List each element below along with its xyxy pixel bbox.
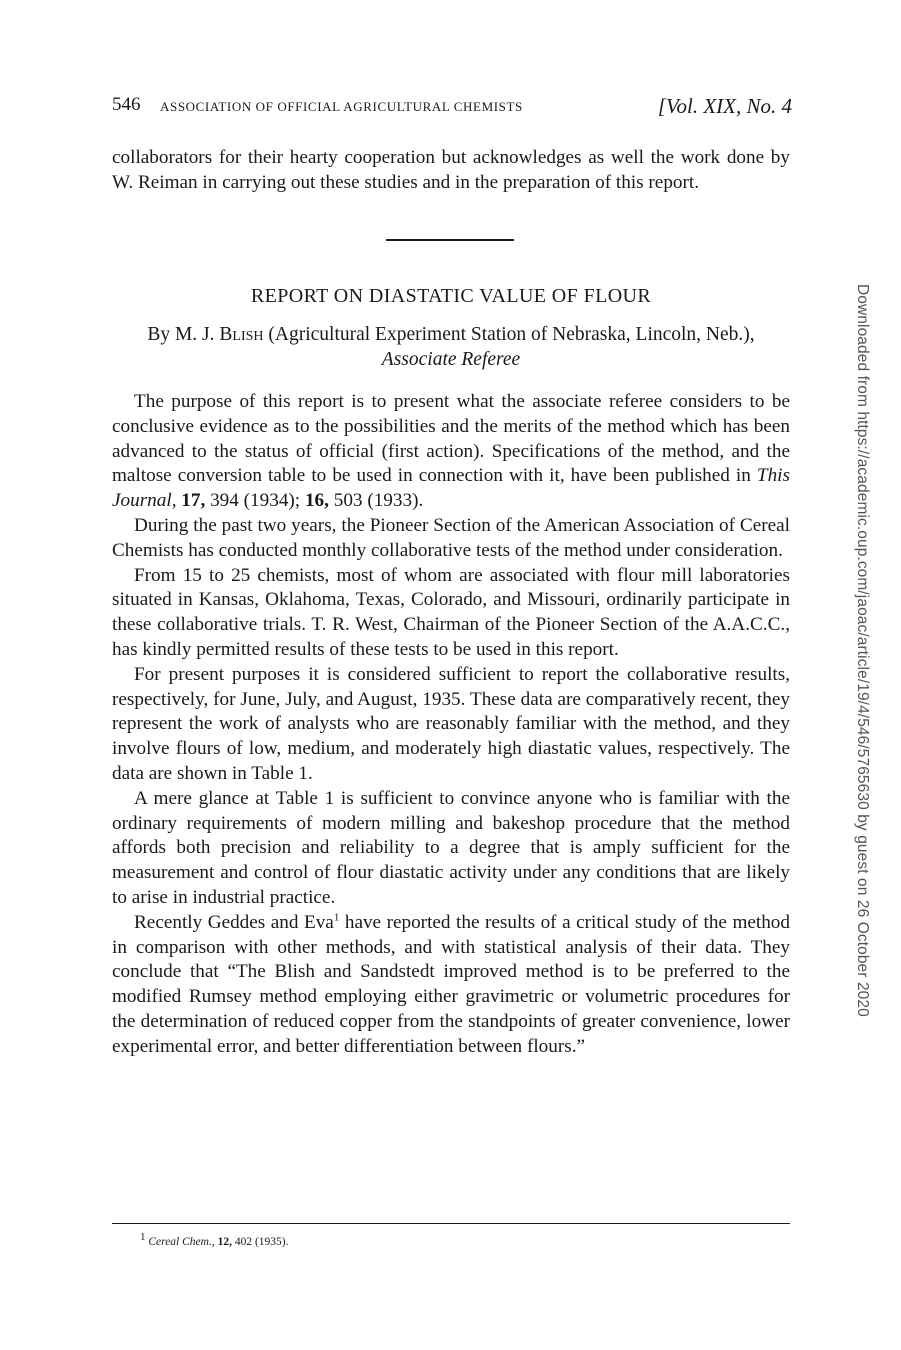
paragraph-1 (112, 390, 790, 514)
volume-issue: [Vol. XIX, No. 4 (657, 94, 792, 118)
footnote-number: 1 (140, 1231, 146, 1244)
p1-end: 503 (1933). (328, 490, 424, 512)
p6-text-a: Recently Geddes and Eva (134, 911, 334, 933)
continuation-paragraph (112, 146, 790, 196)
p1-volume-1: 17, (181, 490, 206, 512)
article-title: REPORT ON DIASTATIC VALUE OF FLOUR (250, 285, 652, 307)
continuation-text: collaborators for their hearty cooperation but acknowledges as well the work done by W. Reiman in carrying out these studies and in the preparation of this report. (112, 147, 790, 193)
download-watermark (849, 284, 871, 1064)
p6-text-b: have reported the results of a critical study of the method in comparison with other methods, and with statistical analysis of their data. They conclude that “The Blish and Sandstedt improved method is to be preferred to the modified Rumsey method employing either gravimetric or volumetric procedures for the determination of reduced copper from the standpoints of greater convenience, lower experimental error, and better differentiation between flours.” (112, 911, 790, 1057)
p1-journal-ref: This Journal, (112, 465, 790, 512)
paragraph-5: A mere glance at Table 1 is sufficient to convince anyone who is familiar with the ordinary requirements of modern milling and bakeshop procedure that the method affords both precision and reliability to a degree that is amply sufficient for the measurement and control of flour diastatic activity under any conditions that are likely to arise in industrial practice. (112, 787, 790, 908)
paragraph-2: During the past two years, the Pioneer Section of the American Association of Cereal Chemists has conducted monthly collaborative tests of the method under consideration. (112, 514, 790, 561)
page-number: 546 (112, 94, 141, 115)
footnote-rule (112, 1223, 790, 1224)
paragraph-3: From 15 to 25 chemists, most of whom are associated with flour mill laboratories situated in Kansas, Oklahoma, Texas, Colorado, and Missouri, ordinarily participate in these collaborative trials. T. R. West, Chairman of the Pioneer Section of the A.A.C.C., has kindly permitted results of these tests to be used in this report. (112, 564, 790, 660)
author-surname: Blish (219, 324, 264, 345)
journal-name: ASSOCIATION OF OFFICIAL AGRICULTURAL CHEMISTS (160, 99, 523, 114)
footnote (140, 1231, 289, 1248)
author-affiliation: (Agricultural Experiment Station of Nebraska, Lincoln, Neb.), (268, 324, 755, 345)
article-body (112, 390, 790, 1060)
running-header (112, 94, 792, 124)
p1-mid: 394 (1934); (205, 490, 305, 512)
section-divider (386, 239, 514, 241)
p1-volume-2: 16, (304, 490, 329, 512)
footnote-volume: 12, (217, 1236, 232, 1248)
paragraph-6 (112, 911, 790, 1060)
footnote-marker: 1 (333, 911, 340, 924)
download-notice: Downloaded from https://academic.oup.com/jaoac/article/19/4/546/5765630 by guest on 26 October 2020 (854, 284, 871, 1017)
paragraph-4: For present purposes it is considered sufficient to report the collaborative results, respectively, for June, July, and August, 1935. These data are comparatively recent, they represent the work of analysts who are reasonably familiar with the method, and they involve flours of low, medium, and moderately high diastatic values, respectively. The data are shown in Table 1. (112, 663, 790, 784)
footnote-source: Cereal Chem., (148, 1236, 215, 1248)
byline (112, 322, 790, 372)
p1-text: The purpose of this report is to present what the associate referee considers to be conclusive evidence as to the possibilities and the merits of the method which has been advanced to the status of official (first action). Specifications of the method, and the maltose conversion table to be used in connection with it, have been published in (112, 391, 790, 487)
footnote-rest: 402 (1935). (231, 1236, 289, 1248)
byline-prefix: By M. J. (147, 324, 220, 345)
author-role: Associate Referee (381, 349, 521, 370)
